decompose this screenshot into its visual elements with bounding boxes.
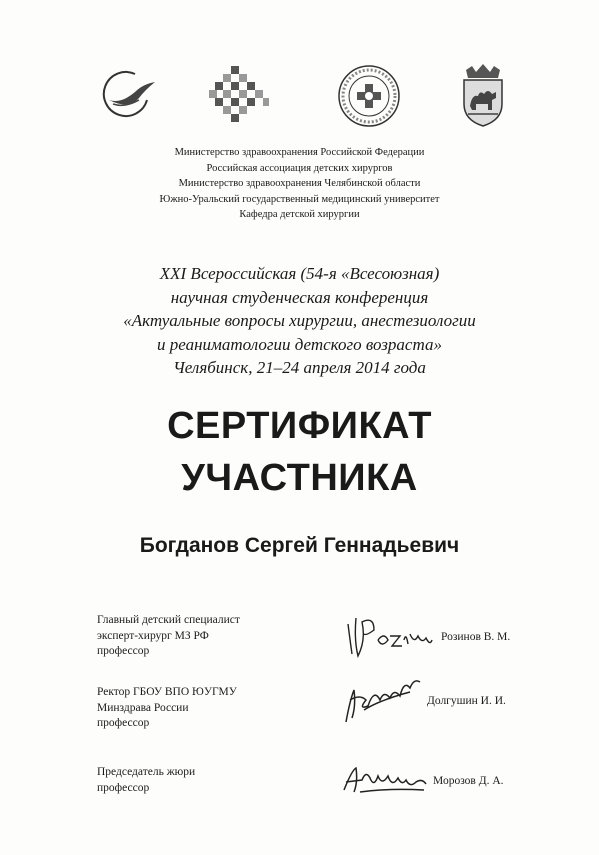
title-line: УЧАСТНИКА — [181, 457, 418, 499]
conference-line: и реаниматологии детского возраста» — [157, 334, 442, 354]
position-line: Ректор ГБОУ ВПО ЮУГМУ — [97, 686, 237, 698]
signatory-name: Розинов В. М. — [441, 631, 511, 643]
organizer-line: Российская ассоциация детских хирургов — [206, 162, 393, 174]
position-line: профессор — [97, 717, 150, 729]
signature-rozinov-icon — [344, 610, 436, 662]
position-line: эксперт-хирург МЗ РФ — [97, 629, 209, 642]
bird-circle-emblem-icon — [95, 70, 157, 118]
signatory-position — [97, 765, 195, 796]
position-line: профессор — [97, 781, 150, 794]
conference-line: XXI Всероссийская (54-я «Всесоюзная) — [159, 264, 440, 283]
signatory-position — [97, 685, 237, 732]
title-line: СЕРТИФИКАТ — [167, 405, 432, 447]
camel-shield-emblem-icon — [458, 64, 508, 128]
logos-row — [0, 62, 599, 132]
organizer-line: Южно-Уральский государственный медицинский университет — [159, 193, 440, 205]
checkered-cross-emblem-icon — [207, 64, 271, 128]
position-line: Минздрава России — [97, 701, 189, 714]
organizer-line: Кафедра детской хирургии — [239, 209, 360, 220]
organizers-list — [0, 145, 599, 223]
round-seal-emblem-icon — [337, 64, 401, 128]
conference-line: Челябинск, 21–24 апреля 2014 года — [173, 358, 426, 377]
position-line: профессор — [97, 645, 150, 657]
organizer-line: Министерство здравоохранения Челябинской области — [178, 178, 421, 189]
conference-line: научная студенческая конференция — [170, 287, 429, 307]
position-line: Председатель жюри — [97, 766, 196, 778]
conference-line: «Актуальные вопросы хирургии, анестезиологии — [123, 311, 476, 330]
signature-dolgushin-icon — [340, 670, 430, 726]
signatory-name: Морозов Д. А. — [433, 775, 504, 787]
signatory-position — [97, 613, 240, 660]
participant-name: Богданов Сергей Геннадьевич — [139, 534, 460, 557]
organizer-line: Министерство здравоохранения Российской Федерации — [174, 147, 425, 158]
conference-info — [0, 262, 599, 380]
position-line: Главный детский специалист — [97, 614, 240, 626]
certificate-title — [0, 400, 599, 504]
signatory-name: Долгушин И. И. — [427, 695, 506, 707]
signature-morozov-icon — [340, 760, 432, 800]
